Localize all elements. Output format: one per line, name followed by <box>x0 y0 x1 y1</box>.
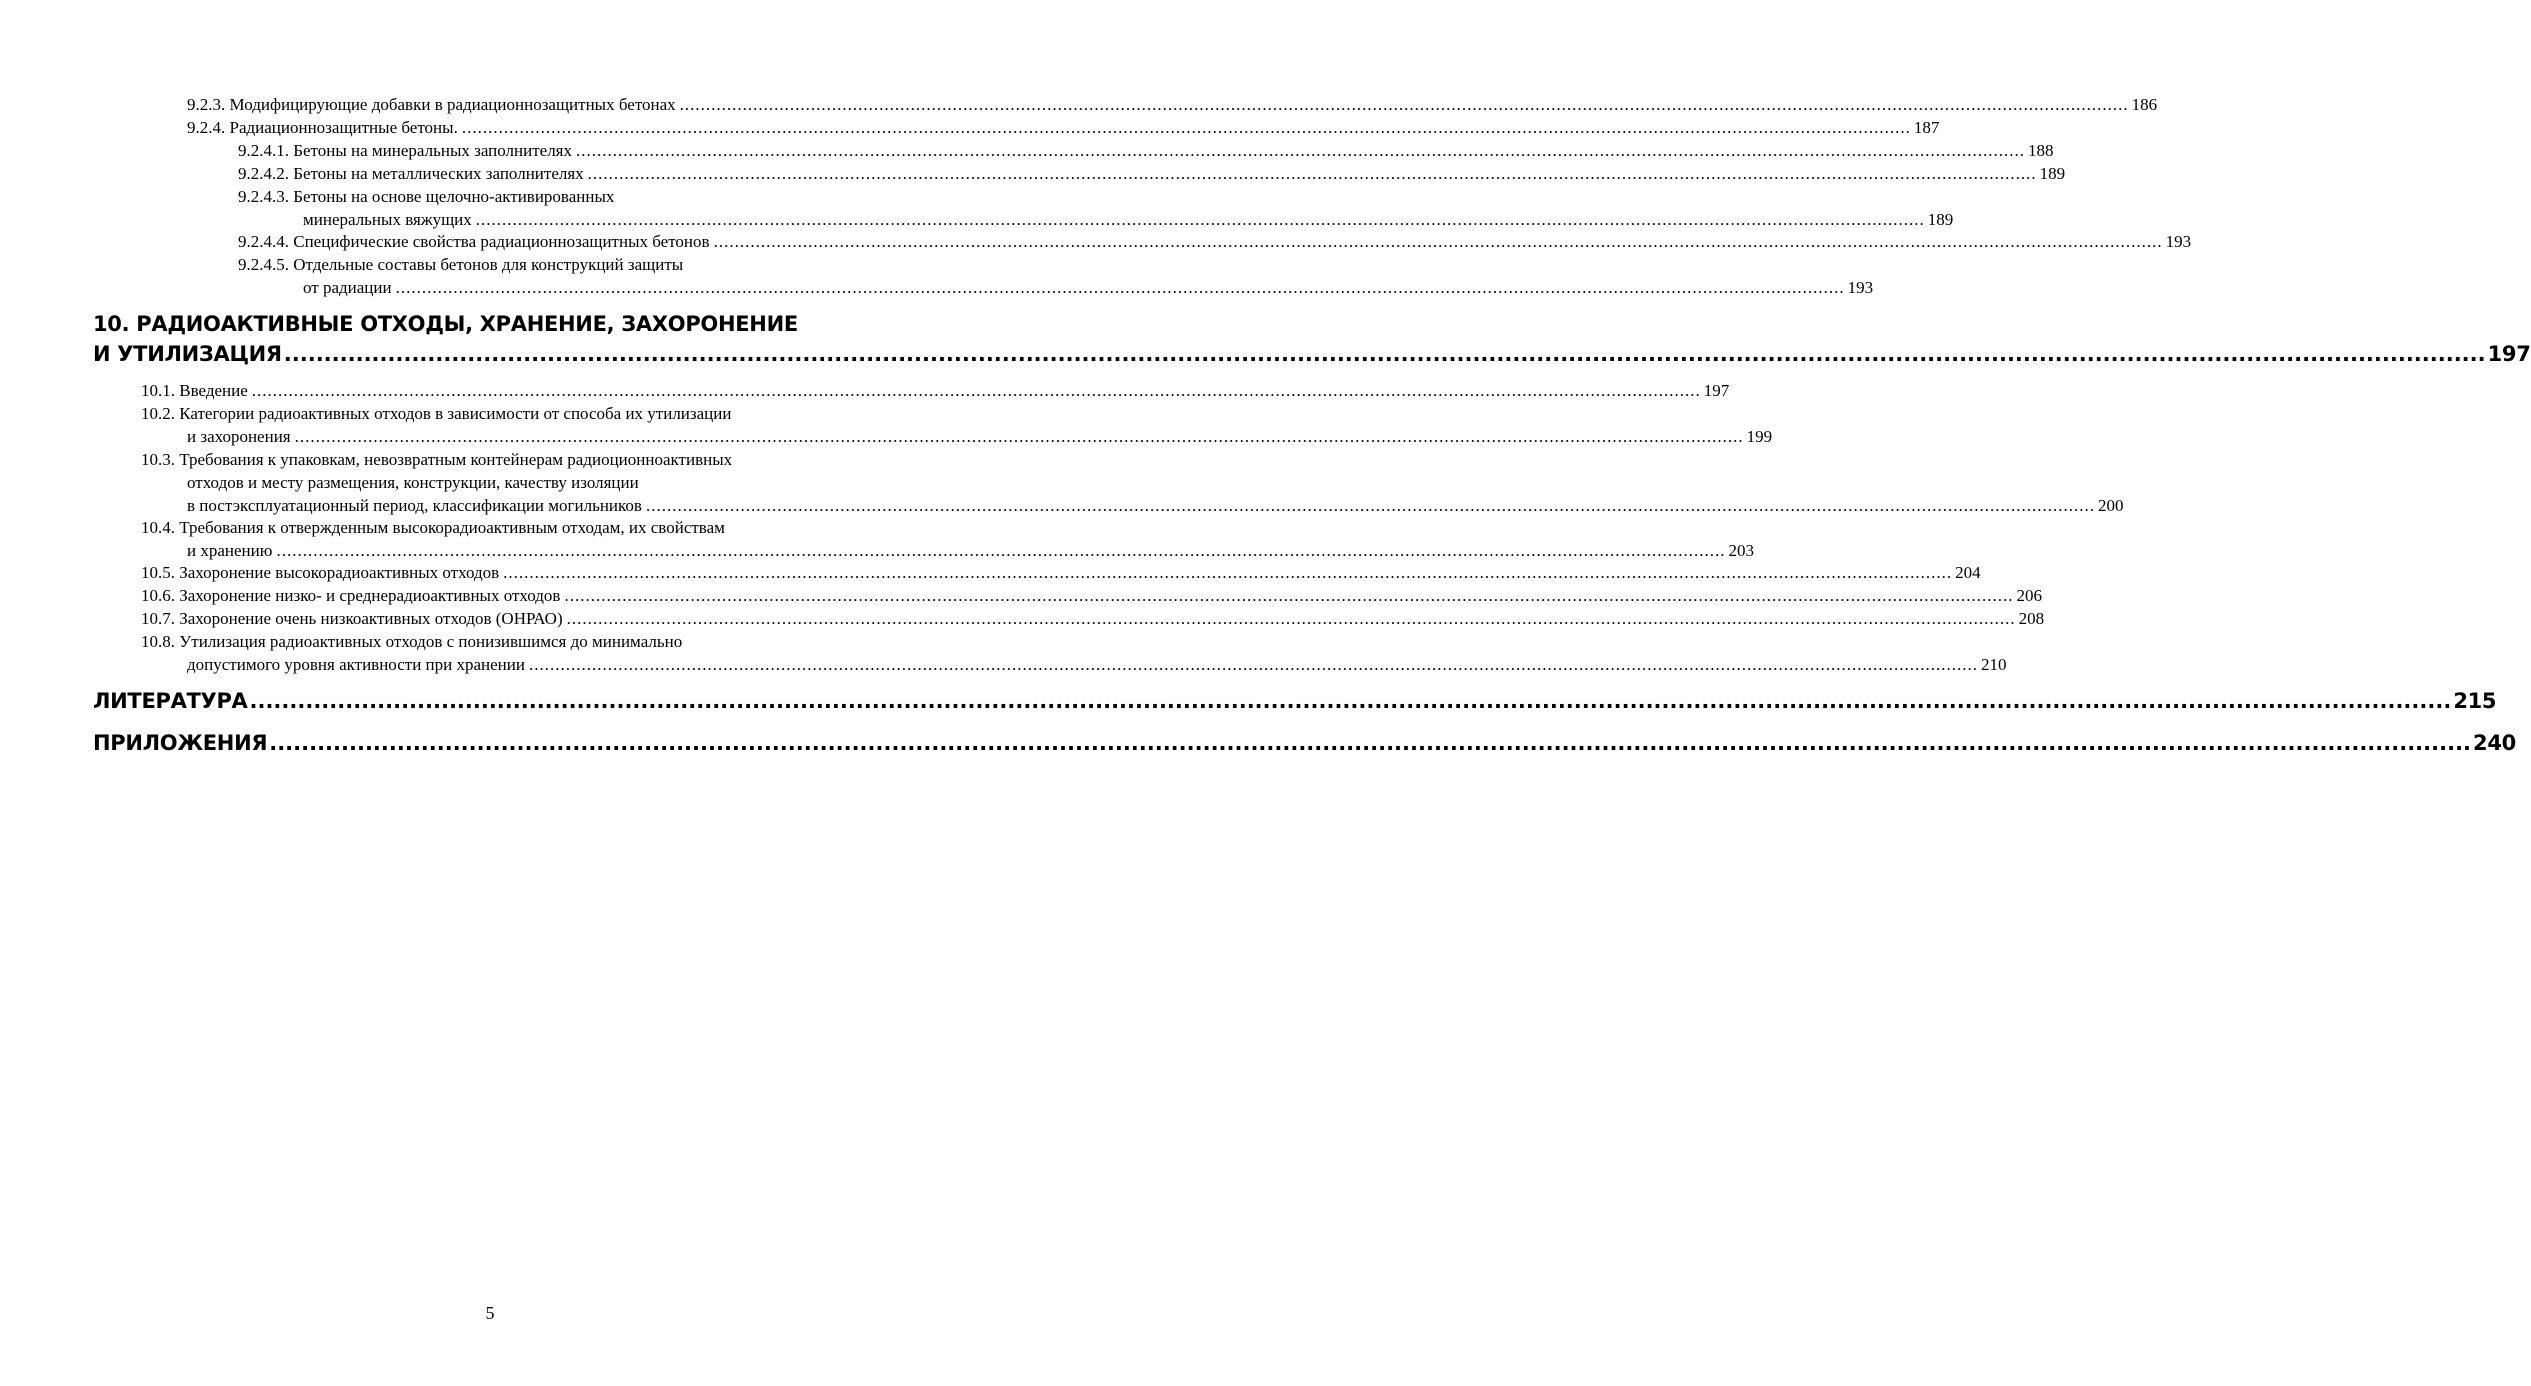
dot-leader: .................................................................................................................................................................................................................................................................................... <box>645 496 2095 515</box>
toc-entry-page: 199 <box>1746 427 1773 446</box>
toc-entry-title: 10.7. Захоронение очень низкоактивных отходов (ОНРАО) <box>141 609 563 628</box>
dot-leader: .................................................................................................................................................................................................................................................................................... <box>283 342 2486 366</box>
dot-leader: .................................................................................................................................................................................................................................................................................... <box>475 210 1925 229</box>
dot-leader: .................................................................................................................................................................................................................................................................................... <box>461 118 1911 137</box>
appendices-title: ПРИЛОЖЕНИЯ <box>93 731 268 755</box>
toc-entry-title: 9.2.4. Радиационнозащитные бетоны. <box>187 118 458 137</box>
toc-entry-title-line-1: 9.2.4.3. Бетоны на основе щелочно-активированных <box>238 187 615 206</box>
page-number: 5 <box>485 1303 495 1323</box>
toc-entry-9-2-4[interactable] <box>187 116 1940 139</box>
toc-entry-page: 186 <box>2131 95 2158 114</box>
toc-entry-10-7[interactable] <box>141 607 2045 630</box>
toc-entry-9-2-3[interactable] <box>187 93 2158 116</box>
toc-entry-page: 187 <box>1913 118 1940 137</box>
toc-entry-title: 9.2.4.1. Бетоны на минеральных заполнителях <box>238 141 572 160</box>
appendices-page: 240 <box>2473 731 2516 755</box>
toc-entry-10-5[interactable] <box>141 561 1981 584</box>
toc-entry-title-line-3: в постэксплуатационный период, классификации могильников <box>187 496 642 515</box>
dot-leader: .................................................................................................................................................................................................................................................................................... <box>679 95 2129 114</box>
dot-leader: .................................................................................................................................................................................................................................................................................... <box>395 278 1845 297</box>
toc-entry-10-1[interactable] <box>141 379 1730 402</box>
toc-entry-title: 9.2.3. Модифицирующие добавки в радиационнозащитных бетонах <box>187 95 676 114</box>
toc-entry-title-line-1: 10.4. Требования к отвержденным высокорадиоактивным отходам, их свойствам <box>141 518 725 537</box>
toc-entry-title-line-2: отходов и месту размещения, конструкции, качеству изоляции <box>187 473 639 492</box>
chapter-title-line-2: И УТИЛИЗАЦИЯ <box>93 342 282 366</box>
toc-entry-title-line-2: минеральных вяжущих <box>303 210 472 229</box>
toc-entry-title-line-1: 10.2. Категории радиоактивных отходов в зависимости от способа их утилизации <box>141 404 732 423</box>
toc-entry-page: 193 <box>2165 232 2192 251</box>
dot-leader: .................................................................................................................................................................................................................................................................................... <box>566 609 2016 628</box>
toc-entry-9-2-4-4[interactable] <box>238 230 2192 253</box>
toc-entry-title: 10.1. Введение <box>141 381 248 400</box>
dot-leader: .................................................................................................................................................................................................................................................................................... <box>276 541 1726 560</box>
dot-leader: .................................................................................................................................................................................................................................................................................... <box>503 563 1953 582</box>
toc-entry-title: 9.2.4.2. Бетоны на металлических заполнителях <box>238 164 584 183</box>
toc-entry-9-2-4-5[interactable] <box>238 253 1874 299</box>
toc-entry-10-4[interactable] <box>141 516 1754 562</box>
toc-entry-title-line-2: от радиации <box>303 278 392 297</box>
toc-entry-page: 193 <box>1847 278 1874 297</box>
toc-appendices[interactable] <box>93 728 2516 758</box>
toc-entry-title: 10.6. Захоронение низко- и среднерадиоактивных отходов <box>141 586 561 605</box>
toc-entry-10-3[interactable] <box>141 448 2124 517</box>
toc-entry-title-line-1: 10.3. Требования к упаковкам, невозвратным контейнерам радиоционноактивных <box>141 450 733 469</box>
toc-entry-page: 206 <box>2016 586 2042 605</box>
toc-entry-page: 197 <box>1703 381 1730 400</box>
toc-entry-title-line-2: и захоронения <box>187 427 291 446</box>
dot-leader: .................................................................................................................................................................................................................................................................................... <box>587 164 2037 183</box>
toc-entry-page: 204 <box>1955 563 1981 582</box>
dot-leader: .................................................................................................................................................................................................................................................................................... <box>576 141 2025 160</box>
toc-entry-page: 200 <box>2097 496 2124 515</box>
dot-leader: .................................................................................................................................................................................................................................................................................... <box>528 655 1978 674</box>
toc-entry-10-8[interactable] <box>141 630 2007 676</box>
literature-title: ЛИТЕРАТУРА <box>93 689 248 713</box>
dot-leader: .................................................................................................................................................................................................................................................................................... <box>249 689 2452 713</box>
dot-leader: .................................................................................................................................................................................................................................................................................... <box>251 381 1701 400</box>
chapter-page: 197 <box>2487 342 2531 366</box>
toc-entry-10-6[interactable] <box>141 584 2042 607</box>
dot-leader: .................................................................................................................................................................................................................................................................................... <box>269 731 2472 755</box>
toc-entry-9-2-4-3[interactable] <box>238 185 1954 231</box>
toc-literature[interactable] <box>93 686 2497 716</box>
toc-entry-page: 203 <box>1728 541 1754 560</box>
toc-entry-title-line-2: и хранению <box>187 541 273 560</box>
toc-entry-page: 188 <box>2028 141 2054 160</box>
dot-leader: .................................................................................................................................................................................................................................................................................... <box>294 427 1744 446</box>
literature-page: 215 <box>2453 689 2497 713</box>
toc-entry-10-2[interactable] <box>141 402 1773 448</box>
toc-entry-page: 189 <box>1927 210 1954 229</box>
toc-entry-title: 9.2.4.4. Специфические свойства радиационнозащитных бетонов <box>238 232 710 251</box>
toc-entry-page: 208 <box>2018 609 2045 628</box>
toc-entry-title: 10.5. Захоронение высокорадиоактивных отходов <box>141 563 500 582</box>
toc-entry-title-line-1: 9.2.4.5. Отдельные составы бетонов для конструкций защиты <box>238 255 684 274</box>
dot-leader: .................................................................................................................................................................................................................................................................................... <box>564 586 2014 605</box>
toc-entry-9-2-4-1[interactable] <box>238 139 2054 162</box>
toc-chapter-10[interactable] <box>93 309 2531 369</box>
toc-entry-page: 189 <box>2039 164 2066 183</box>
chapter-title-line-1: 10. РАДИОАКТИВНЫЕ ОТХОДЫ, ХРАНЕНИЕ, ЗАХОРОНЕНИЕ <box>93 312 798 336</box>
toc-entry-page: 210 <box>1980 655 2007 674</box>
toc-entry-title-line-2: допустимого уровня активности при хранении <box>187 655 525 674</box>
dot-leader: .................................................................................................................................................................................................................................................................................... <box>713 232 2163 251</box>
toc-entry-9-2-4-2[interactable] <box>238 162 2066 185</box>
toc-entry-title-line-1: 10.8. Утилизация радиоактивных отходов с понизившимся до минимально <box>141 632 683 651</box>
